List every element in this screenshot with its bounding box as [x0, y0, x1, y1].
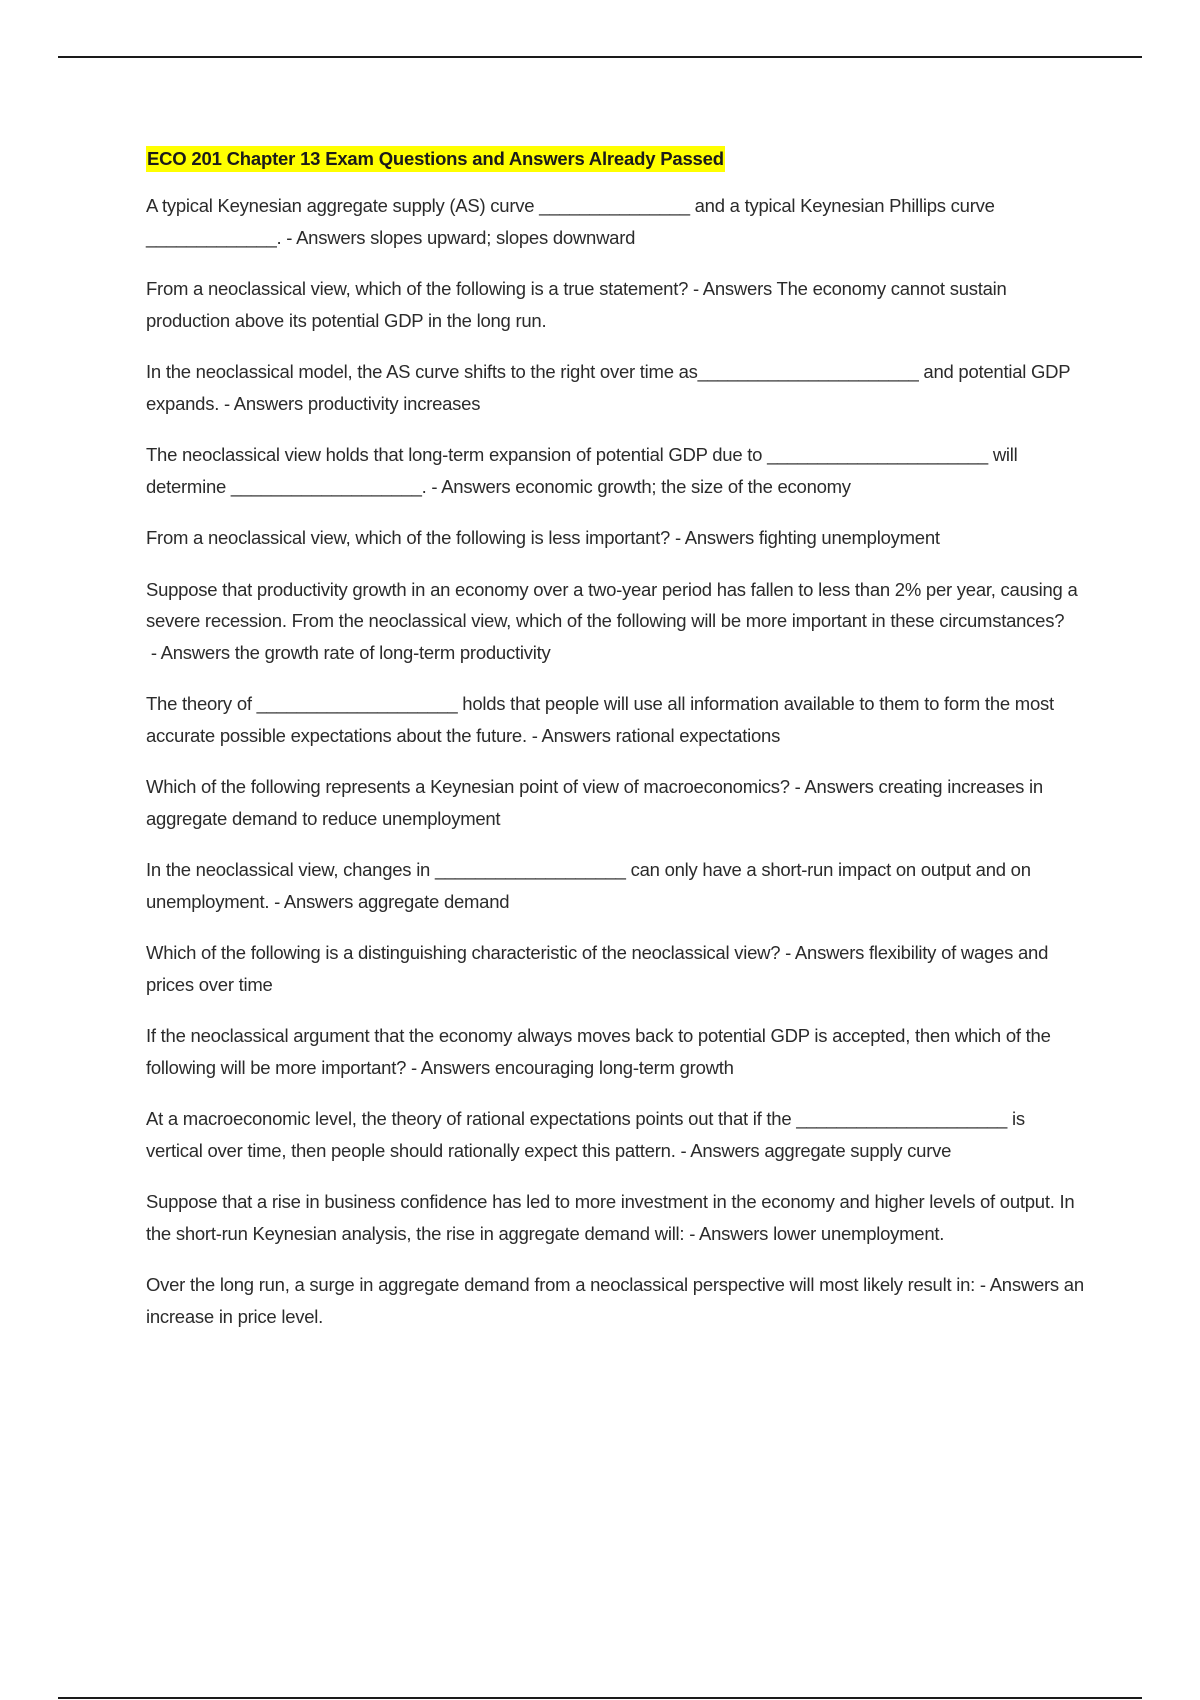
- qa-item: [146, 574, 1086, 669]
- document-body: [146, 146, 1086, 1352]
- question-text: The neoclassical view holds that long-term expansion of potential GDP due to ______________________ will determine ___________________.: [146, 444, 1018, 497]
- qa-item: [146, 439, 1086, 502]
- answer-text: productivity increases: [307, 392, 481, 414]
- answer-text: aggregate demand: [357, 890, 510, 912]
- answer-text: fighting unemployment: [758, 527, 940, 548]
- answer-text: an increase in price level.: [146, 1274, 1084, 1327]
- question-text: Which of the following represents a Keynesian point of view of macroeconomics?: [146, 776, 790, 797]
- qa-item: [146, 688, 1086, 751]
- answer-separator: - Answers: [675, 1139, 765, 1161]
- question-text: In the neoclassical view, changes in ___________________ can only have a short-run impact on output and on unemployment.: [146, 859, 1031, 912]
- answer-text: The economy cannot sustain production above its potential GDP in the long run.: [146, 278, 1007, 331]
- qa-item: [146, 937, 1086, 1000]
- header-rule: [58, 56, 1142, 58]
- answer-separator: - Answers: [526, 724, 616, 746]
- question-text: Over the long run, a surge in aggregate demand from a neoclassical perspective will most likely result in:: [146, 1274, 976, 1295]
- qa-item: [146, 771, 1086, 834]
- answer-text: creating increases in aggregate demand to reduce unemployment: [146, 776, 1043, 829]
- question-text: A typical Keynesian aggregate supply (AS) curve _______________ and a typical Keynesian Phillips curve _____________.: [146, 195, 995, 248]
- answer-text: the growth rate of long-term productivity: [234, 641, 551, 663]
- footer-rule: [58, 1697, 1142, 1699]
- qa-item: [146, 1103, 1086, 1166]
- question-text: From a neoclassical view, which of the following is a true statement?: [146, 278, 689, 299]
- answer-text: rational expectations: [615, 724, 781, 746]
- answer-text: flexibility of wages and prices over time: [146, 942, 1049, 995]
- answer-text: encouraging long-term growth: [494, 1056, 734, 1078]
- qa-item: [146, 190, 1086, 253]
- answer-separator: - Answers: [146, 641, 235, 663]
- question-text: At a macroeconomic level, the theory of rational expectations points out that if the _____________________ is vertical over time, then people should rationally expect this pattern.: [146, 1108, 1025, 1161]
- question-text: In the neoclassical model, the AS curve shifts to the right over time as______________________ and potential GDP expands.: [146, 361, 1071, 414]
- question-text: From a neoclassical view, which of the following is less important?: [146, 527, 671, 548]
- document-title: ECO 201 Chapter 13 Exam Questions and Answers Already Passed: [146, 146, 725, 172]
- answer-text: aggregate supply curve: [764, 1139, 952, 1161]
- qa-item: [146, 854, 1086, 917]
- qa-item: [146, 273, 1086, 336]
- answer-text: economic growth; the size of the economy: [515, 475, 851, 497]
- qa-item: [146, 1020, 1086, 1083]
- answer-text: lower unemployment.: [773, 1222, 945, 1244]
- question-text: The theory of ____________________ holds that people will use all information available to them to form the most accurate possible expectations about the future.: [146, 693, 1054, 746]
- answer-separator: - Answers: [281, 226, 371, 248]
- question-text: If the neoclassical argument that the economy always moves back to potential GDP is accepted, then which of the following will be more important?: [146, 1025, 1051, 1078]
- question-text: Which of the following is a distinguishing characteristic of the neoclassical view?: [146, 942, 781, 963]
- answer-text: slopes upward; slopes downward: [370, 226, 636, 248]
- question-text: Suppose that a rise in business confidence has led to more investment in the economy and higher levels of output. In the short-run Keynesian analysis, the rise in aggregate demand will:: [146, 1191, 1075, 1244]
- answer-separator: - Answers: [426, 475, 516, 497]
- qa-item: [146, 1186, 1086, 1249]
- answer-separator: - Answers: [406, 1056, 495, 1078]
- answer-separator: - Answers: [789, 776, 879, 797]
- answer-separator: - Answers: [780, 942, 870, 963]
- qa-item: [146, 522, 1086, 554]
- qa-item: [146, 356, 1086, 419]
- qa-item: [146, 1269, 1086, 1332]
- answer-separator: - Answers: [975, 1274, 1064, 1295]
- question-text: Suppose that productivity growth in an economy over a two-year period has fallen to less than 2% per year, causing a severe recession. From the neoclassical view, which of the following will be more important in these circumstances?: [146, 578, 1078, 631]
- answer-separator: - Answers: [688, 278, 777, 299]
- answer-separator: - Answers: [684, 1222, 774, 1244]
- answer-separator: - Answers: [670, 527, 759, 548]
- answer-separator: - Answers: [269, 890, 358, 912]
- answer-separator: - Answers: [219, 392, 308, 414]
